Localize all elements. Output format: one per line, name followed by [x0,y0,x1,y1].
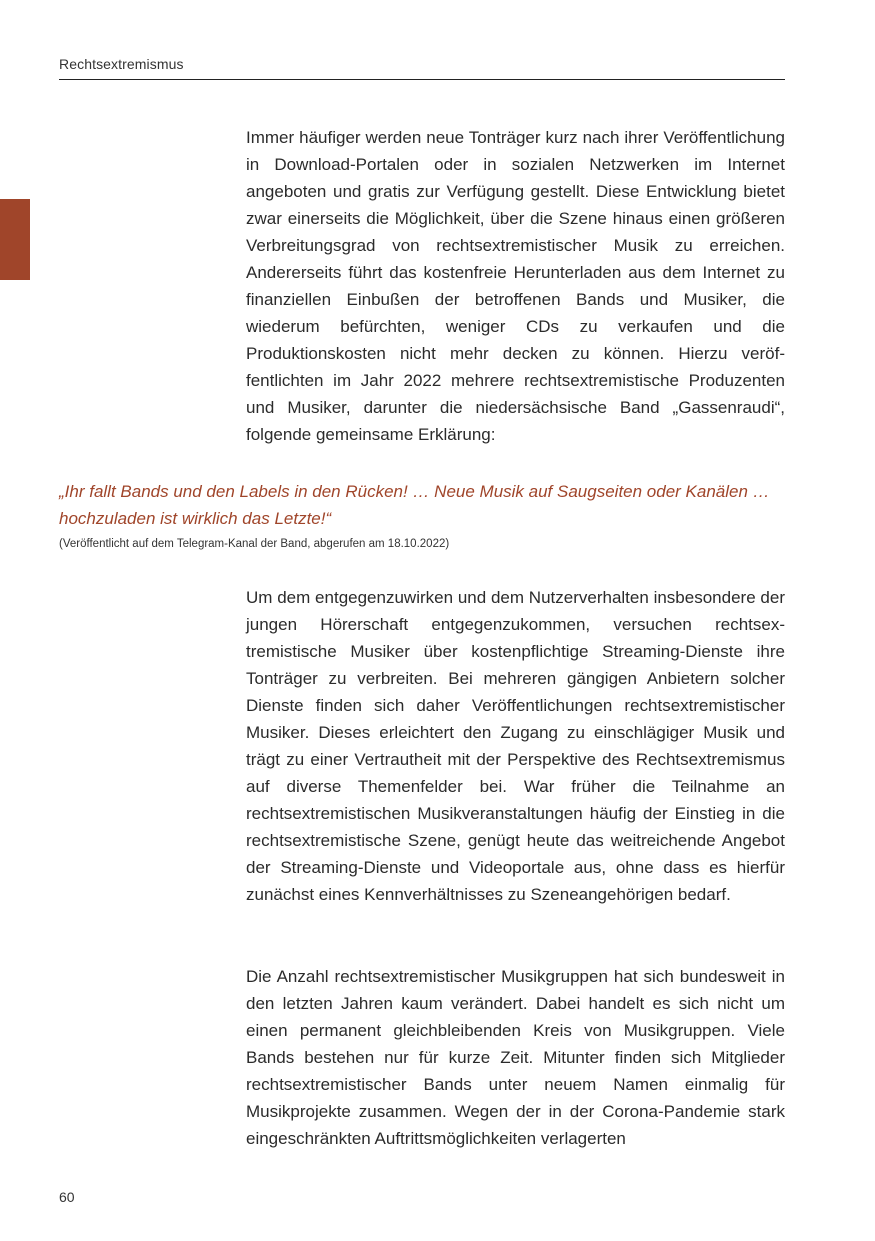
running-title: Rechtsextremismus [59,56,184,72]
header-divider [59,79,785,80]
page-number: 60 [59,1189,75,1205]
pull-quote: „Ihr fallt Bands und den Labels in den Rücken! … Neue Musik auf Saugseiten oder Kanälen … hochzuladen ist wirklich das Letzte!“ [59,482,770,528]
body-paragraph-3: Die Anzahl rechtsextremistischer Musikgruppen hat sich bundesweit in den letzten Jahren kaum verändert. Dabei handelt es sich nicht um einen permanent gleichbleibenden Kreis von Musikgruppen. Viele Bands bestehen nur für kurze Zeit. Mitunter finden sich Mitglieder rechtsextremistischer Bands unter neuem Namen einmalig für Musikprojekte zusammen. Wegen der in der Corona-Pandemie stark eingeschränkten Auftrittsmöglichkeiten verlagerten [246,967,785,1148]
body-paragraph-2: Um dem entgegenzuwirken und dem Nutzerverhalten insbesondere der jungen Hörerschaft entgegenzukommen, versuchen rechtsextremistische Musiker über kostenpflichtige Streaming-Dienste ihre Tonträger zu verbreiten. Bei mehreren gängigen Anbietern solcher Dienste finden sich daher Veröffentlichungen rechtsextremistischer Musiker. Dieses erleichtert den Zugang zu einschlägiger Musik und trägt zu einer Vertrautheit mit der Perspektive des Rechtsextremismus auf diverse Themenfelder bei. War früher die Teilnahme an rechtsextremistischen Musikveranstaltungen häufig der Einstieg in die rechtsextremistische Szene, genügt heute das weitreichende Angebot der Streaming-Dienste und Videoportale aus, ohne dass es hierfür zunächst eines Kennverhältnisses zu Szeneangehörigen bedarf. [246,588,785,904]
quote-source: (Veröffentlicht auf dem Telegram-Kanal der Band, abgerufen am 18.10.2022) [59,538,450,550]
body-paragraph-1: Immer häufiger werden neue Tonträger kurz nach ihrer Veröffentlichung in Download-Portalen oder in sozialen Netzwerken im Internet angeboten und gratis zur Verfügung gestellt. Diese Entwicklung bietet zwar einerseits die Möglichkeit, über die Szene hinaus einen größeren Verbreitungsgrad von rechtsextremistischer Musik zu erreichen. Andererseits führt das kostenfreie Herunterladen aus dem Internet zu finanziellen Einbußen der betroffenen Bands und Musiker, die wiederum befürchten, weniger CDs zu verkaufen und die Produktionskosten nicht mehr decken zu können. Hierzu veröffentlichten im Jahr 2022 mehrere rechtsextremistische Produzenten und Musiker, darunter die niedersächsische Band „Gassenraudi“, folgende gemeinsame Erklärung: [246,128,785,444]
chapter-marker-tab [0,199,30,280]
